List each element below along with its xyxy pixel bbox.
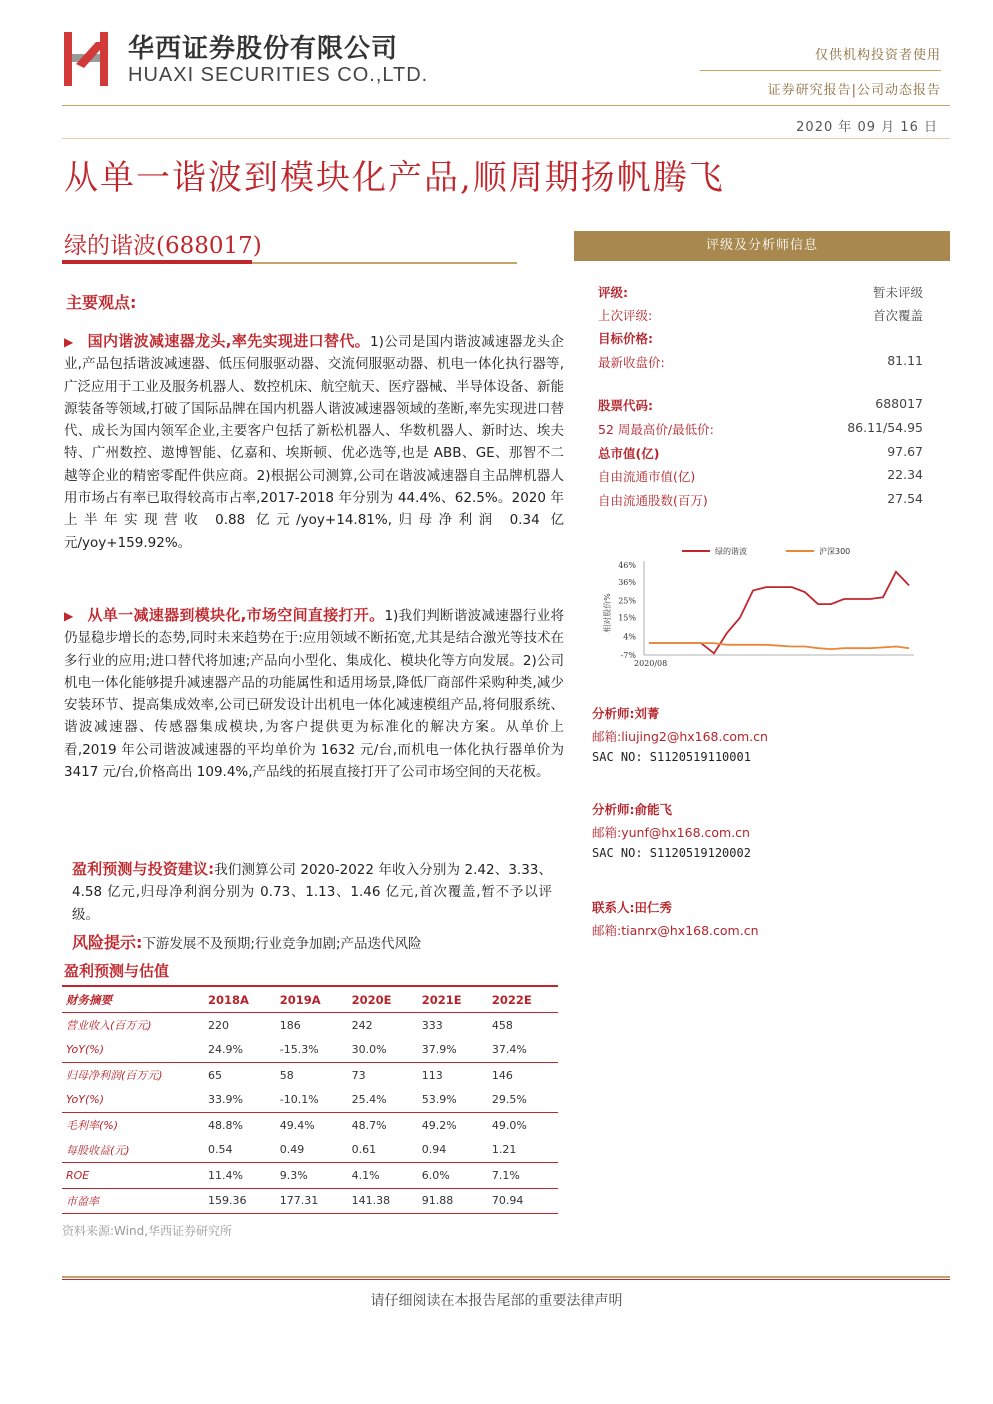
table-cell: 1.21 [491,1143,517,1157]
forecast-body: 我们测算公司 2020-2022 年收入分别为 2.42、3.33、4.58 亿元,归母净利润分别为 0.73、1.13、1.46 亿元,首次覆盖,暂不予以评级。 [72,862,553,923]
table-row [62,1188,558,1214]
legend-label: 沪深300 [819,547,851,556]
table-cell: 70.94 [488,1188,558,1214]
table-cell: 48.7% [348,1113,418,1138]
table-cell: 29.5% [491,1093,527,1107]
point-2-body: 1)我们判断谐波减速器行业将仍显稳步增长的态势,同时未来趋势在于:应用领域不断拓宽,尤其是结合激光等技术在多行业的应用;进口替代将加速;产品向小型化、集成化、模块化等方向发展。2)公司机电一体化能够提升减速器产品的功能属性和适用场景,降低厂商部件采购种类,减少安装环节、提高集成效率,公司已研发设计出机电一体化减速模组产品,将伺服系统、谐波减速器、传感器集成模块,为客户提供更为标准化的解决方案。从单价上看,2019 年公司谐波减速器的平均单价为 1632 元/台,而机电一体化执行器单价为 3417 元/台,价格高出 109.4%,产品线的拓展直接打开了公司市场空间的天花板。 [64,608,565,781]
rating-panel [574,231,950,261]
footer-rule-red [62,1279,950,1280]
y-tick-label: 25% [618,596,636,606]
analyst-1: 分析师:刘菁 邮箱:liujing2@hx168.com.cn SAC NO: S1120519110001 [592,706,768,764]
bullet-arrow-icon: ▶ [64,335,74,349]
financial-table [62,985,558,1214]
table-cell: 7.1% [488,1163,558,1189]
row-label: 营业收入(百万元) [62,1013,204,1038]
table-cell: 159.36 [204,1188,276,1214]
table-row [62,1138,558,1163]
legend-label: 绿的谐波 [715,547,747,556]
stock-underline-gold [252,262,517,264]
table-cell: 0.54 [208,1143,233,1157]
table-cell: 4.1% [348,1163,418,1189]
row-label: ROE [62,1163,204,1189]
table-cell: 24.9% [208,1043,243,1057]
risk-body: 下游发展不及预期;行业竞争加剧;产品迭代风险 [142,936,422,952]
report-type: 证券研究报告|公司动态报告 [767,83,941,98]
table-cell: 220 [204,1013,276,1038]
panel-header: 评级及分析师信息 [574,231,950,261]
table-row [62,1113,558,1138]
point-1-body: 1)公司是国内谐波减速器龙头企业,产品包括谐波减速器、低压伺服驱动器、交流伺服驱动器、机电一体化执行器等,广泛应用于工业及服务机器人、数控机床、航空航天、医疗器械、半导体设备、新能源装备等领域,打破了国际品牌在国内机器人谐波减速器领域的垄断,率先实现进口替代、成长为国内领军企业,主要客户包括了新松机器人、华数机器人、新时达、埃夫特、广州数控、遨博智能、亿嘉和、埃斯顿、优必选等,也是 ABB、GE、那智不二越等企业的精密零配件供应商。2)根据公司测算,公司在谐波减速器自主品牌机器人用市场占有率已取得较高市占率,2017-2018 年分别为 44.4%、62.5%。2020 年上半年实现营收 0.88 亿元/yoy+14.81%,归母净利润 0.34 亿元/yoy+159.92%。 [64,334,565,551]
table-cell: 9.3% [276,1163,348,1189]
y-tick-label: -7% [620,651,636,660]
table-cell: 58 [276,1063,348,1088]
audience-note: 仅供机构投资者使用 [814,48,941,63]
table-cell: 91.88 [418,1188,488,1214]
table-cell: 37.9% [421,1043,457,1057]
forecast-paragraph [72,858,552,926]
bullet-arrow-icon: ▶ [64,609,74,623]
table-cell: 33.9% [208,1093,243,1107]
series-line-stock [649,572,909,654]
point-1-head: 国内谐波减速器龙头,率先实现进口替代。 [87,332,371,350]
main-points-heading: 主要观点: [66,293,137,312]
series-line-index [649,643,909,649]
table-cell: 37.4% [491,1043,527,1057]
y-tick-label: 46% [618,561,636,570]
table-cell: 113 [418,1063,488,1088]
x-tick-label: 2020/08 [634,659,668,668]
point-2-head: 从单一减速器到模块化,市场空间直接打开。 [87,606,385,624]
chart-svg [596,543,926,673]
table-cell: 73 [348,1063,418,1088]
table-cell: 0.61 [351,1143,377,1157]
table-row [62,1063,558,1088]
table-cell: 177.31 [276,1188,348,1214]
table-cell: 141.38 [348,1188,418,1214]
table-cell: 333 [418,1013,488,1038]
stock-title: 绿的谐波(688017) [64,233,262,259]
report-title: 从单一谐波到模块化产品,顺周期扬帆腾飞 [64,158,725,198]
table-row [62,1163,558,1189]
company-name-en: HUAXI SECURITIES CO.,LTD. [128,64,429,86]
table-cell: 6.0% [418,1163,488,1189]
table-source: 资料来源:Wind,华西证券研究所 [62,1224,233,1238]
table-header-row: 财务摘要 2018A 2019A 2020E 2021E 2022E [62,986,558,1013]
footer-rule [62,1276,950,1278]
risk-paragraph [72,932,552,955]
point-2 [64,604,564,783]
y-tick-label: 36% [618,577,636,587]
date-rule [62,138,950,139]
analyst-2: 分析师:俞能飞 邮箱:yunf@hx168.com.cn SAC NO: S1120519120002 [592,802,751,860]
y-tick-label: 4% [623,632,636,642]
table-cell: 0.94 [421,1143,447,1157]
table-cell: 53.9% [421,1093,457,1107]
table-cell: -10.1% [279,1093,319,1107]
header-divider [700,70,941,71]
y-tick-label: 15% [618,613,636,623]
row-label: YoY(%) [66,1093,104,1107]
table-row [62,1013,558,1038]
company-logo [62,28,110,88]
table-cell: 186 [276,1013,348,1038]
table-cell: 30.0% [351,1043,387,1057]
row-label: 毛利率(%) [62,1113,204,1138]
relative-price-chart [596,543,926,673]
table-cell: 0.49 [279,1143,305,1157]
table-cell: -15.3% [279,1043,319,1057]
table-cell: 146 [488,1063,558,1088]
report-date: 2020 年 09 月 16 日 [796,120,938,135]
forecast-head: 盈利预测与投资建议: [72,860,215,878]
risk-head: 风险提示: [72,933,143,952]
row-label: 归母净利润(百万元) [62,1063,204,1088]
table-cell: 458 [488,1013,558,1038]
y-axis-label: 相对股价% [603,593,612,633]
table-cell: 65 [204,1063,276,1088]
table-cell: 25.4% [351,1093,387,1107]
contact: 联系人:田仁秀 邮箱:tianrx@hx168.com.cn [592,900,759,938]
table-cell: 49.4% [276,1113,348,1138]
table-cell: 49.0% [488,1113,558,1138]
table-row [62,1088,558,1113]
table-title: 盈利预测与估值 [64,962,170,980]
row-label: 市盈率 [62,1188,204,1214]
header-rule [62,105,950,106]
table-cell: 48.8% [204,1113,276,1138]
table-row [62,1038,558,1063]
table-cell: 242 [348,1013,418,1038]
footer-disclaimer: 请仔细阅读在本报告尾部的重要法律声明 [370,1293,623,1309]
point-1 [64,330,564,554]
stock-underline [62,260,252,264]
row-label: 每股收益(元) [66,1143,130,1157]
table-cell: 49.2% [418,1113,488,1138]
company-name-cn: 华西证券股份有限公司 [128,34,399,64]
table-cell: 11.4% [204,1163,276,1189]
row-label: YoY(%) [66,1043,104,1057]
